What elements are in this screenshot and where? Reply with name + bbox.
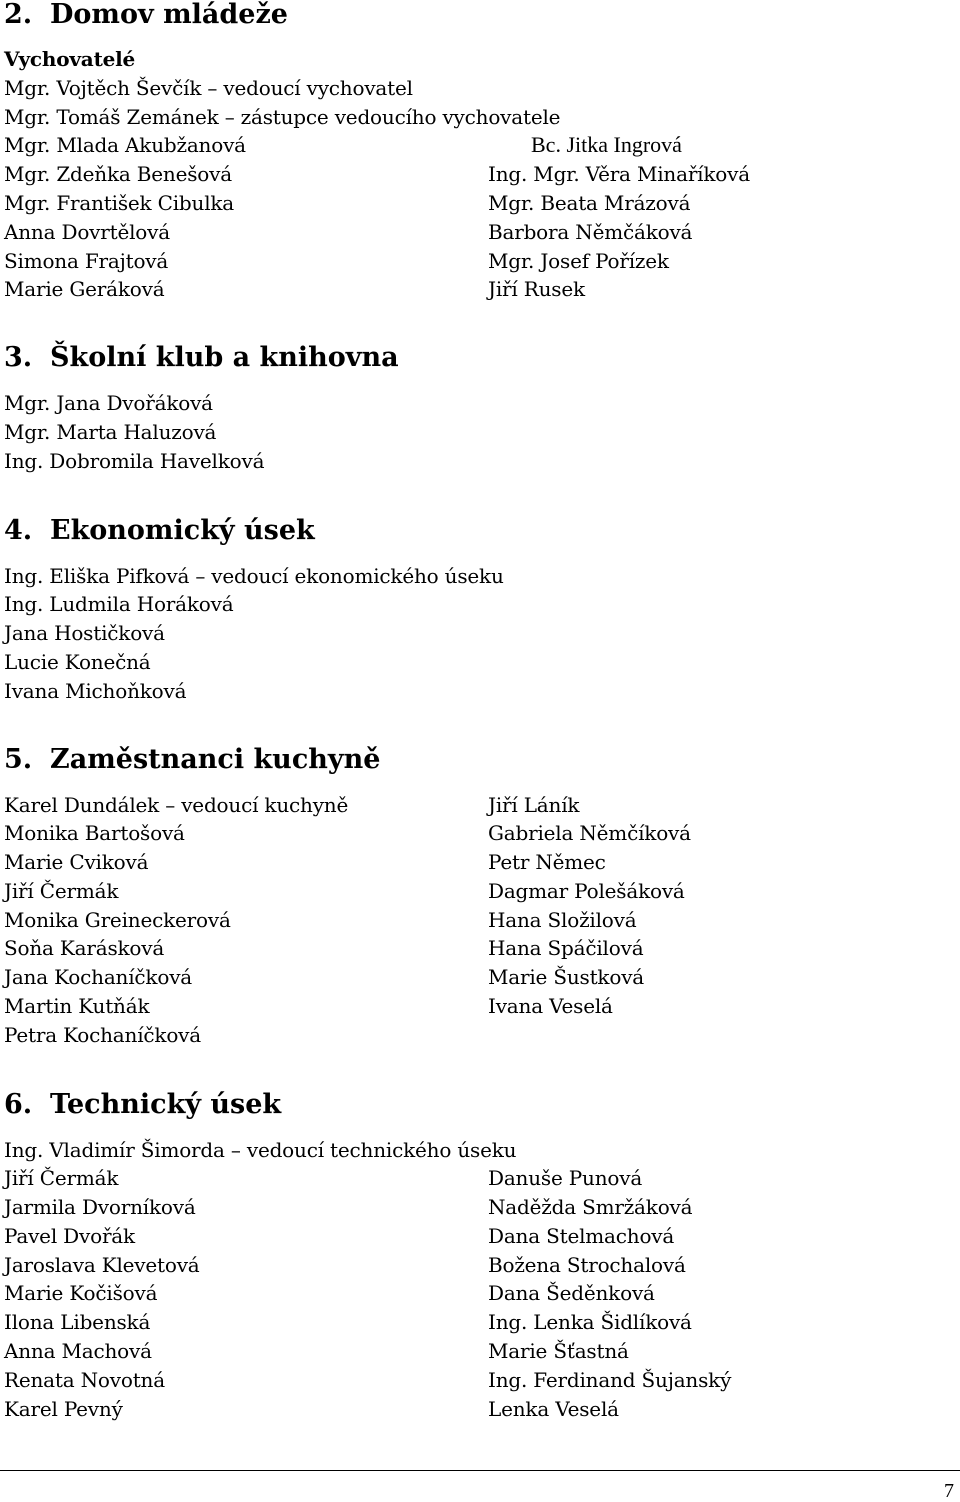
list-item: Hana Spáčilová [488,936,644,961]
list-item: Dana Stelmachová [488,1223,675,1248]
list-item: Jiří Čermák [4,1166,119,1191]
list-item: Gabriela Němčíková [488,821,691,846]
page-number: 7 [944,1480,954,1502]
list-item: Ivana Michoňková [4,678,187,703]
educators-right-first: Bc. Jitka Ingrová [531,132,682,158]
list-item: Ing. Lenka Šidlíková [488,1310,692,1335]
economic-list [4,562,504,706]
list-item: Petr Němec [488,850,606,875]
technical-right-column [488,1164,731,1423]
list-item: Ilona Libenská [4,1310,151,1335]
list-item: Hana Složilová [488,907,637,932]
list-item: Marie Šustková [488,965,645,990]
section-5-number: 5. [4,744,33,775]
section-5-title: Zaměstnanci kuchyně [50,744,381,775]
list-item: Marie Šťastná [488,1339,629,1364]
section-3-heading [4,343,399,373]
list-item: Dana Šeděnková [488,1281,655,1306]
technical-left-column [4,1164,200,1423]
educators-right-column [488,160,750,304]
list-item: Mgr. Beata Mrázová [488,190,691,215]
list-item: Jarmila Dvorníková [4,1195,196,1220]
section-4-title: Ekonomický úsek [50,515,315,546]
list-item: Marie Cviková [4,850,149,875]
section-6-heading [4,1090,281,1120]
list-item: Renata Novotná [4,1367,165,1392]
list-item: Mgr. Marta Haluzová [4,419,217,444]
footer-divider [0,1470,960,1471]
list-item: Ing. Ludmila Horáková [4,592,234,617]
list-item: Martin Kutňák [4,994,150,1019]
list-item: Marie Kočišová [4,1281,158,1306]
list-item: Mgr. Zdeňka Benešová [4,162,232,187]
section-3-number: 3. [4,342,33,373]
list-item: Jiří Čermák [4,878,119,903]
list-item: Petra Kochaníčková [4,1022,201,1047]
list-item: Karel Pevný [4,1396,123,1421]
list-item: Danuše Punová [488,1166,643,1191]
list-item: Soňa Karásková [4,936,165,961]
list-item: Barbora Němčáková [488,219,693,244]
technical-leader: Ing. Vladimír Šimorda – vedoucí technického úseku [4,1137,517,1162]
list-item: Jiří Láník [488,792,580,817]
list-item: Ivana Veselá [488,994,613,1019]
section-5-heading [4,745,380,775]
club-list [4,389,264,475]
list-item: Jana Hostičková [4,621,165,646]
list-item: Ing. Eliška Pifková – vedoucí ekonomického úseku [4,563,504,588]
list-item: Pavel Dvořák [4,1223,135,1248]
list-item: Monika Bartošová [4,821,185,846]
kitchen-right-column [488,791,691,1021]
list-item: Jiří Rusek [488,277,585,302]
list-item: Mgr. Josef Pořízek [488,248,669,273]
section-4-heading [4,516,315,546]
list-item: Dagmar Polešáková [488,878,685,903]
list-item: Jaroslava Klevetová [4,1252,200,1277]
list-item: Ing. Dobromila Havelková [4,448,265,473]
educators-leader-2: Mgr. Tomáš Zemánek – zástupce vedoucího vychovatele [4,104,561,129]
list-item: Jana Kochaníčková [4,965,193,990]
list-item: Ing. Ferdinand Šujanský [488,1367,732,1392]
list-item: Mgr. František Cibulka [4,190,235,215]
list-item: Anna Machová [4,1339,152,1364]
section-2-heading [4,0,288,30]
list-item: Naděžda Smržáková [488,1195,693,1220]
list-item: Mgr. Jana Dvořáková [4,391,213,415]
list-item: Ing. Mgr. Věra Minaříková [488,162,750,187]
educators-leader-1: Mgr. Vojtěch Ševčík – vedoucí vychovatel [4,75,413,100]
educators-left-column [4,131,246,304]
kitchen-left-column [4,791,348,1050]
section-6-title: Technický úsek [50,1089,282,1120]
list-item: Monika Greineckerová [4,907,231,932]
section-3-title: Školní klub a knihovna [50,342,399,373]
list-item: Karel Dundálek – vedoucí kuchyně [4,792,349,817]
educators-subheading: Vychovatelé [4,47,136,71]
list-item: Božena Strochalová [488,1252,686,1277]
list-item: Anna Dovrtělová [4,219,170,244]
list-item: Lenka Veselá [488,1396,619,1421]
list-item: Lucie Konečná [4,649,151,674]
section-2-number: 2. [4,0,33,30]
section-6-number: 6. [4,1089,33,1120]
list-item: Mgr. Mlada Akubžanová [4,133,246,158]
section-2-title: Domov mládeže [50,0,288,30]
section-4-number: 4. [4,515,33,546]
list-item: Simona Frajtová [4,248,169,273]
list-item: Marie Geráková [4,277,165,302]
